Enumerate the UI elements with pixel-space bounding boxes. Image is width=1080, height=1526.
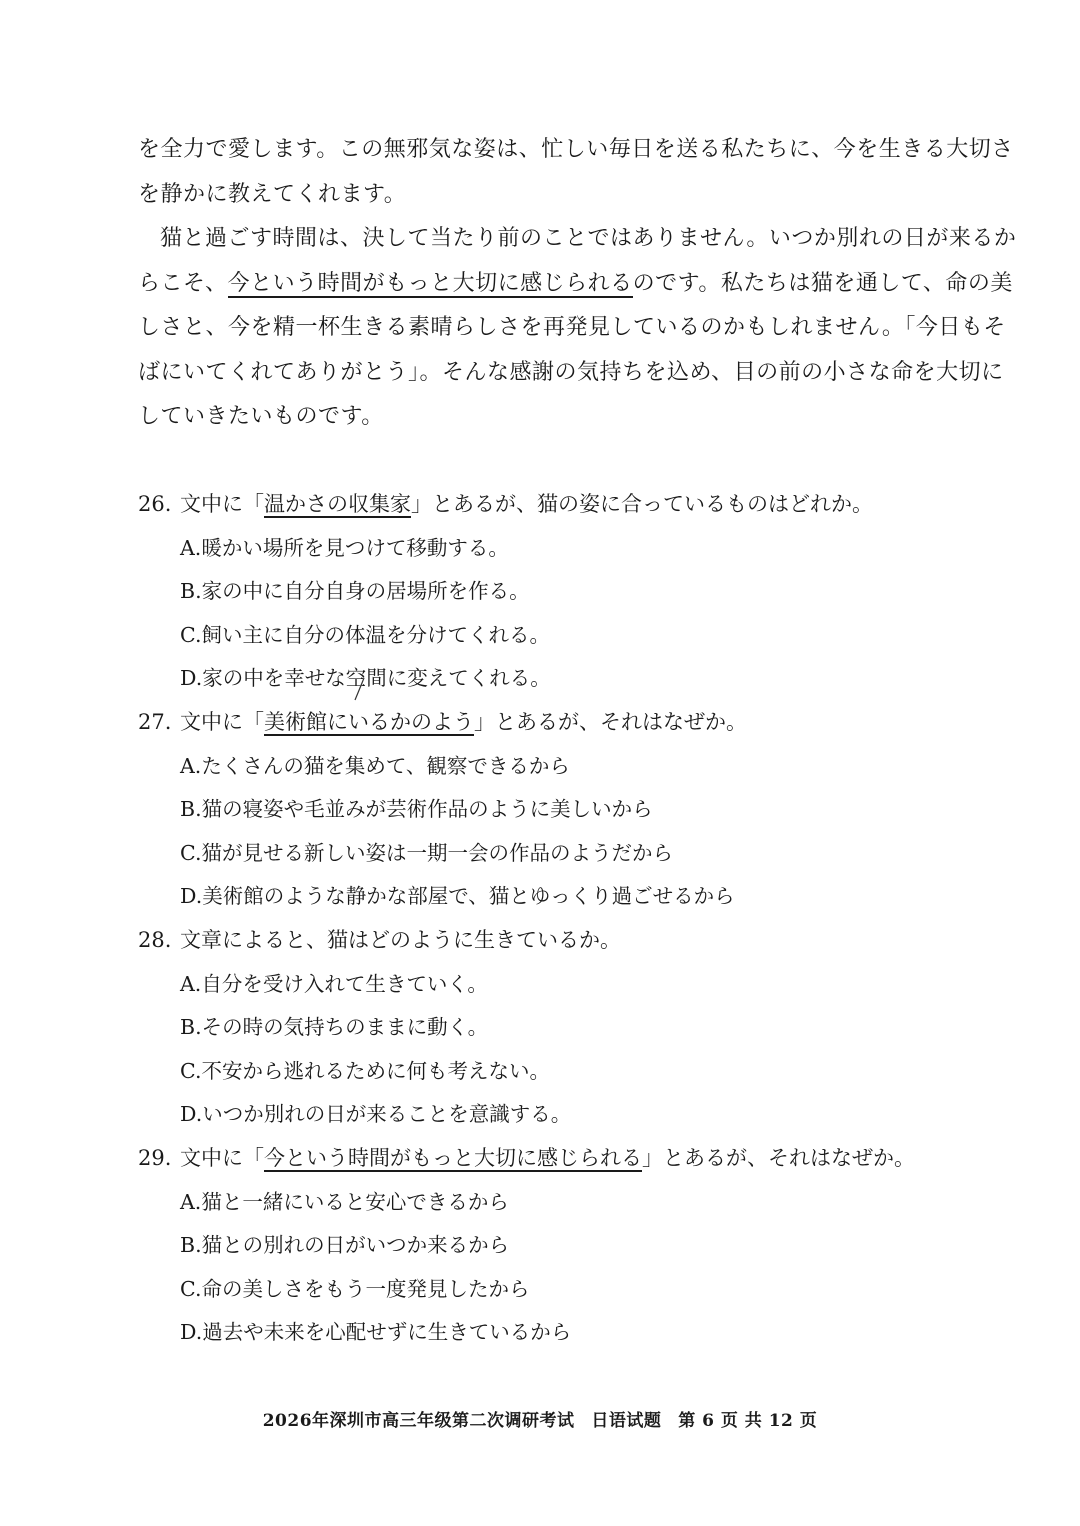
passage-line: しさと、今を精一杯生きる素晴らしさを再発見しているのかもしれません。「今日もそ bbox=[138, 315, 1006, 340]
option-b: B.猫との別れの日がいつか来るから bbox=[180, 1233, 510, 1258]
question-stem bbox=[138, 1137, 958, 1181]
passage-text: らこそ、 bbox=[138, 270, 228, 296]
passage-line: 猫と過ごす時間は、決して当たり前のことではありません。いつか別れの日が来るか bbox=[160, 226, 1017, 251]
passage-line: ばにいてくれてありがとう」。そんな感謝の気持ちを込め、目の前の小さな命を大切に bbox=[138, 359, 1004, 385]
underlined-phrase: 美術館にいるかのよう bbox=[264, 709, 474, 734]
question-number: 26. bbox=[138, 492, 172, 516]
underlined-phrase: 温かさの収集家 bbox=[264, 492, 411, 516]
pen-stroke-mark bbox=[352, 676, 368, 702]
question-stem bbox=[138, 483, 958, 527]
option-b: B.家の中に自分自身の居場所を作る。 bbox=[180, 579, 530, 604]
question-27 bbox=[138, 701, 958, 919]
question-number: 29. bbox=[138, 1145, 172, 1170]
option-a: A.猫と一緒にいると安心できるから bbox=[180, 1189, 509, 1214]
passage-text: のです。私たちは猫を通して、命の美 bbox=[632, 270, 1013, 296]
option-b: B.その時の気持ちのままに動く。 bbox=[180, 1015, 489, 1040]
question-28 bbox=[138, 919, 958, 1137]
question-29 bbox=[138, 1137, 958, 1355]
stem-text: 文中に「 bbox=[180, 709, 264, 734]
option-d: D.美術館のような静かな部屋で、猫とゆっくり過ごせるから bbox=[180, 884, 735, 909]
page-footer bbox=[0, 1406, 1080, 1431]
stem-text: 文中に「 bbox=[180, 1145, 264, 1170]
underlined-phrase: 今という時間がもっと大切に感じられる bbox=[264, 1145, 642, 1170]
question-number: 28. bbox=[138, 927, 172, 952]
option-a: A.暖かい場所を見つけて移動する。 bbox=[180, 535, 509, 560]
subject-label: 日语试题 bbox=[591, 1411, 662, 1431]
option-c: C.不安から逃れるために何も考えない。 bbox=[180, 1058, 550, 1083]
passage-line: していきたいものです。 bbox=[138, 404, 384, 429]
question-stem bbox=[138, 919, 958, 963]
option-c: C.猫が見せる新しい姿は一期一会の作品のようだから bbox=[180, 840, 673, 865]
option-d: D.いつか別れの日が来ることを意識する。 bbox=[180, 1102, 572, 1127]
page-indicator: 第 6 页 共 12 页 bbox=[678, 1411, 818, 1431]
stem-text: 文章によると、猫はどのように生きているか。 bbox=[180, 927, 621, 952]
stem-text: 」とあるが、それはなぜか。 bbox=[642, 1145, 915, 1170]
passage-line bbox=[138, 262, 1013, 307]
underlined-phrase: 今という時間がもっと大切に感じられる bbox=[227, 270, 633, 296]
option-a: A.自分を受け入れて生きていく。 bbox=[180, 971, 488, 996]
question-list bbox=[138, 483, 958, 1355]
passage-line: を全力で愛します。この無邪気な姿は、忙しい毎日を送る私たちに、今を生きる大切さ bbox=[138, 137, 1014, 162]
option-a: A.たくさんの猫を集めて、観察できるから bbox=[180, 753, 570, 778]
exam-title: 2026年深圳市高三年级第二次调研考试 bbox=[262, 1411, 575, 1431]
option-c: C.命の美しさをもう一度発見したから bbox=[180, 1276, 530, 1301]
reading-passage bbox=[138, 128, 1017, 440]
option-b: B.猫の寝姿や毛並みが芸術作品のように美しいから bbox=[180, 797, 653, 822]
option-d: D.過去や未来を心配せずに生きているから bbox=[180, 1320, 572, 1345]
option-c: C.飼い主に自分の体温を分けてくれる。 bbox=[180, 622, 550, 647]
stem-text: 文中に「 bbox=[180, 492, 264, 516]
stem-text: 」とあるが、それはなぜか。 bbox=[474, 709, 747, 734]
passage-line: を静かに教えてくれます。 bbox=[138, 181, 407, 207]
stem-text: 」とあるが、猫の姿に合っているものはどれか。 bbox=[411, 492, 873, 516]
question-26 bbox=[138, 483, 958, 701]
question-stem bbox=[138, 701, 958, 745]
option-d: D.家の中を幸せな空間に変えてくれる。 bbox=[180, 666, 551, 691]
question-number: 27. bbox=[138, 709, 172, 734]
